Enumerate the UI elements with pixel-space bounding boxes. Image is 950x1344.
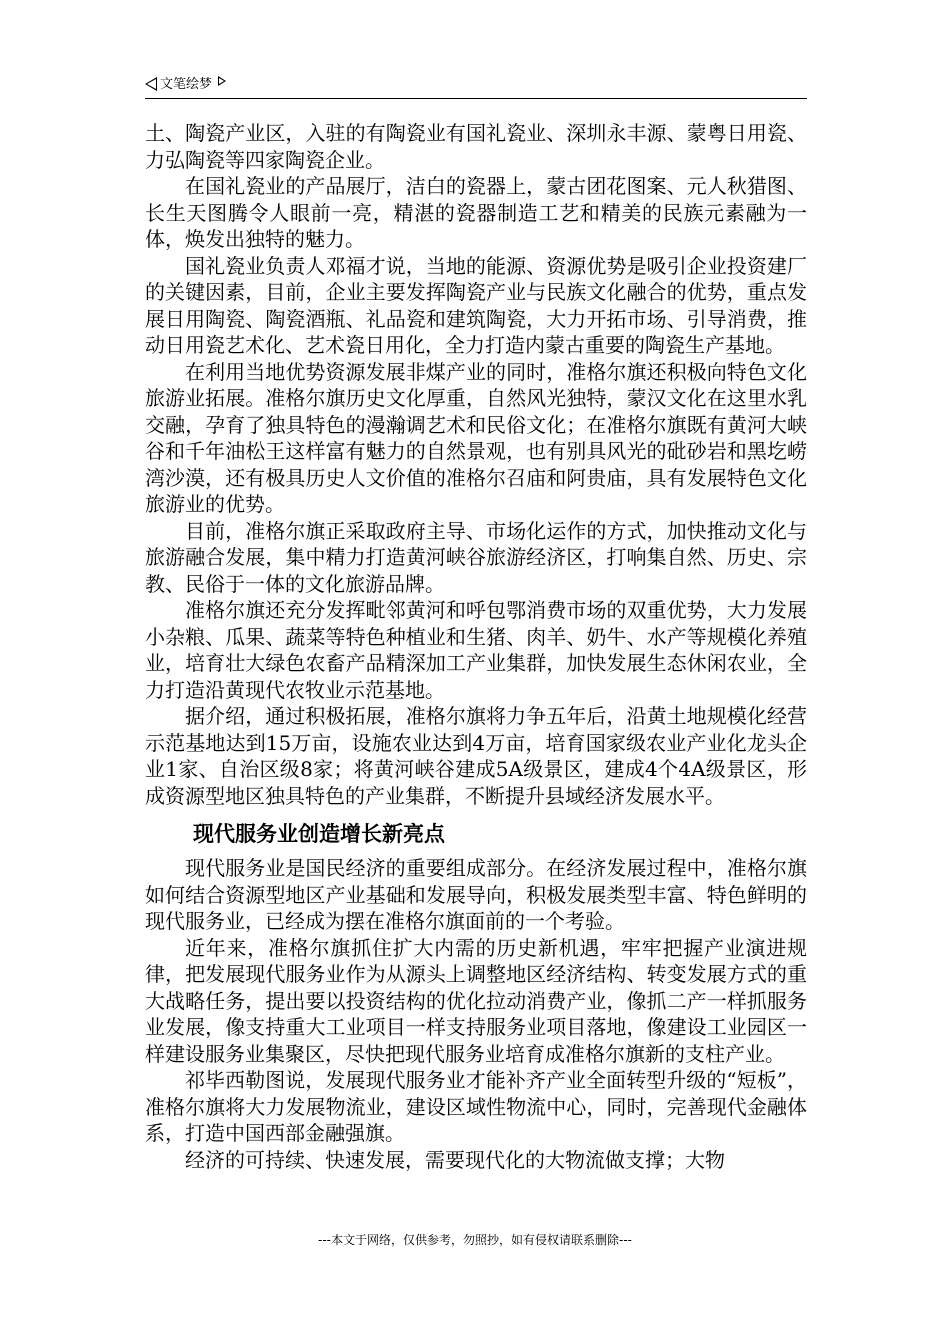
paragraph: 近年来，准格尔旗抓住扩大内需的历史新机遇，牢牢把握产业演进规律，把发展现代服务业作为从源头上调整地区经济结构、转变发展方式的重大战略任务，提出要以投资结构的优化拉动消费产业，像抓二产一样抓服务业发展，像支持重大工业项目一样支持服务业项目落地，像建设工业园区一样建设服务业集聚区，尽快把现代服务业培育成准格尔旗新的支柱产业。 bbox=[145, 935, 807, 1066]
paragraph: 目前，准格尔旗正采取政府主导、市场化运作的方式，加快推动文化与旅游融合发展，集中精力打造黄河峡谷旅游经济区，打响集自然、历史、宗教、民俗于一体的文化旅游品牌。 bbox=[145, 518, 807, 596]
paragraph: 在国礼瓷业的产品展厅，洁白的瓷器上，蒙古团花图案、元人秋猎图、长生天图腾令人眼前一亮，精湛的瓷器制造工艺和精美的民族元素融为一体，焕发出独特的魅力。 bbox=[145, 174, 807, 251]
section-heading: 现代服务业创造增长新亮点 bbox=[193, 822, 445, 846]
document-body bbox=[145, 120, 807, 1173]
paragraph: 在利用当地优势资源发展非煤产业的同时，准格尔旗还积极向特色文化旅游业拓展。准格尔旗历史文化厚重，自然风光独特，蒙汉文化在这里水乳交融，孕育了独具特色的漫瀚调艺术和民俗文化；在准格尔旗既有黄河大峡谷和千年油松王这样富有魅力的自然景观，也有别具风光的砒砂岩和黑圪崂湾沙漠，还有极具历史人文价值的准格尔召庙和阿贵庙，具有发展特色文化旅游业的优势。 bbox=[145, 359, 807, 516]
page-footer bbox=[0, 1232, 950, 1248]
footer-disclaimer: ---本文于网络，仅供参考，勿照抄，如有侵权请联系删除--- bbox=[318, 1233, 632, 1247]
triangle-left-icon bbox=[145, 77, 157, 91]
triangle-right-icon bbox=[218, 76, 226, 86]
page-header bbox=[145, 74, 807, 99]
paragraph: 土、陶瓷产业区，入驻的有陶瓷业有国礼瓷业、深圳永丰源、蒙粤日用瓷、力弘陶瓷等四家陶瓷企业。 bbox=[145, 121, 807, 172]
paragraph: 据介绍，通过积极拓展，准格尔旗将力争五年后，沿黄土地规模化经营示范基地达到15万亩，设施农业达到4万亩，培育国家级农业产业化龙头企业1家、自治区级8家；将黄河峡谷建成5A级景区，建成4个4A级景区，形成资源型地区独具特色的产业集群，不断提升县域经济发展水平。 bbox=[145, 704, 807, 808]
header-title: 文笔绘梦 bbox=[160, 77, 213, 92]
paragraph: 准格尔旗还充分发挥毗邻黄河和呼包鄂消费市场的双重优势，大力发展小杂粮、瓜果、蔬菜等特色种植业和生猪、肉羊、奶牛、水产等规模化养殖业，培育壮大绿色农畜产品精深加工产业集群，加快发展生态休闲农业，全力打造沿黄现代农牧业示范基地。 bbox=[145, 598, 807, 702]
paragraph: 祁毕西勒图说，发展现代服务业才能补齐产业全面转型升级的“短板”，准格尔旗将大力发展物流业，建设区域性物流中心，同时，完善现代金融体系，打造中国西部金融强旗。 bbox=[145, 1068, 807, 1145]
paragraph: 经济的可持续、快速发展，需要现代化的大物流做支撑；大物 bbox=[185, 1147, 725, 1172]
paragraph: 国礼瓷业负责人邓福才说，当地的能源、资源优势是吸引企业投资建厂的关键因素，目前，企业主要发挥陶瓷产业与民族文化融合的优势，重点发展日用陶瓷、陶瓷酒瓶、礼品瓷和建筑陶瓷，大力开拓市场、引导消费，推动日用瓷艺术化、艺术瓷日用化，全力打造内蒙古重要的陶瓷生产基地。 bbox=[145, 253, 807, 357]
paragraph: 现代服务业是国民经济的重要组成部分。在经济发展过程中，准格尔旗如何结合资源型地区产业基础和发展导向，积极发展类型丰富、特色鲜明的现代服务业，已经成为摆在准格尔旗面前的一个考验。 bbox=[145, 856, 807, 933]
